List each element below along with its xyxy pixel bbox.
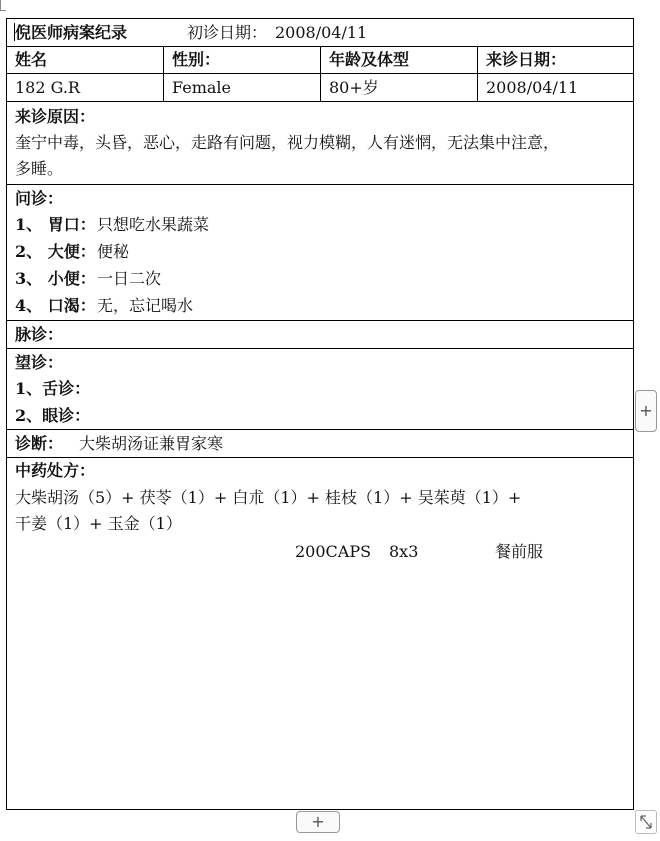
- appetite-label: 1、 胃口：: [15, 215, 96, 234]
- add-row-button[interactable]: +: [296, 811, 340, 833]
- prescription-frequency: 8x3: [389, 542, 419, 561]
- prescription-line-2: 干姜（1）+ 玉金（1）: [15, 514, 182, 533]
- first-visit-date[interactable]: 2008/04/11: [275, 23, 368, 42]
- patient-header-row: [7, 47, 633, 74]
- tongue-label: 1、舌诊：: [15, 379, 91, 398]
- visit-date-value-cell[interactable]: [477, 74, 633, 101]
- inquiry-section[interactable]: [7, 185, 633, 321]
- pulse-section[interactable]: [7, 321, 633, 349]
- appetite-value: 只想吃水果蔬菜: [97, 215, 210, 234]
- visit-reason-line-2: 多睡。: [15, 159, 64, 178]
- visit-date-header-cell[interactable]: [477, 47, 633, 73]
- prescription-section[interactable]: [7, 458, 633, 809]
- resize-handle[interactable]: [635, 810, 657, 834]
- sex-header-cell[interactable]: [163, 47, 320, 73]
- sex-header: 性别：: [172, 50, 221, 69]
- stool-label: 2、 大便：: [15, 242, 96, 261]
- diagnosis-section[interactable]: [7, 430, 633, 458]
- patient-sex: Female: [172, 78, 231, 97]
- page-corner-mark: [0, 0, 6, 11]
- prescription-dose: 200CAPS: [295, 542, 372, 561]
- diagnosis-value: 大柴胡汤证兼胃家寒: [79, 434, 224, 453]
- diagnosis-heading: 诊断：: [15, 434, 64, 453]
- observation-heading: 望诊：: [15, 353, 64, 372]
- prescription-heading: 中药处方：: [15, 461, 96, 480]
- age-header: 年龄及体型: [329, 50, 410, 69]
- pulse-heading: 脉诊：: [15, 325, 64, 344]
- prescription-line-1: 大柴胡汤（5）+ 茯苓（1）+ 白朮（1）+ 桂枝（1）+ 吴茱萸（1）+: [15, 488, 522, 507]
- age-header-cell[interactable]: [320, 47, 477, 73]
- record-title[interactable]: 倪医师病案纪录: [15, 23, 128, 42]
- name-header: 姓名: [15, 50, 48, 69]
- add-column-button[interactable]: +: [635, 390, 657, 432]
- first-visit-label: 初诊日期：: [187, 23, 268, 42]
- name-header-cell[interactable]: [7, 47, 163, 73]
- thirst-value: 无，忘记喝水: [97, 296, 194, 315]
- stool-value: 便秘: [97, 242, 130, 261]
- urine-label: 3、 小便：: [15, 269, 96, 288]
- visit-reason-line-1: 奎宁中毒，头昏，恶心，走路有问题，视力模糊，人有迷惘，无法集中注意，: [15, 133, 560, 152]
- text-cursor: [14, 23, 15, 41]
- name-value-cell[interactable]: [7, 74, 163, 101]
- inquiry-heading: 问诊：: [15, 189, 64, 208]
- eye-label: 2、眼诊：: [15, 406, 91, 425]
- sex-value-cell[interactable]: [163, 74, 320, 101]
- patient-name: 182 G.R: [15, 78, 80, 97]
- patient-values-row: [7, 74, 633, 102]
- thirst-label: 4、 口渴：: [15, 296, 96, 315]
- visit-reason-section[interactable]: [7, 102, 633, 185]
- header-row: [7, 19, 633, 47]
- resize-arrows-icon: [636, 811, 656, 833]
- prescription-timing: 餐前服: [495, 542, 544, 561]
- visit-date: 2008/04/11: [486, 78, 579, 97]
- patient-age: 80+岁: [329, 78, 379, 97]
- urine-value: 一日二次: [97, 269, 162, 288]
- visit-reason-heading: 来诊原因：: [15, 107, 96, 126]
- observation-section[interactable]: [7, 349, 633, 430]
- medical-record-table: [6, 18, 634, 810]
- visit-date-header: 来诊日期：: [486, 50, 567, 69]
- age-value-cell[interactable]: [320, 74, 477, 101]
